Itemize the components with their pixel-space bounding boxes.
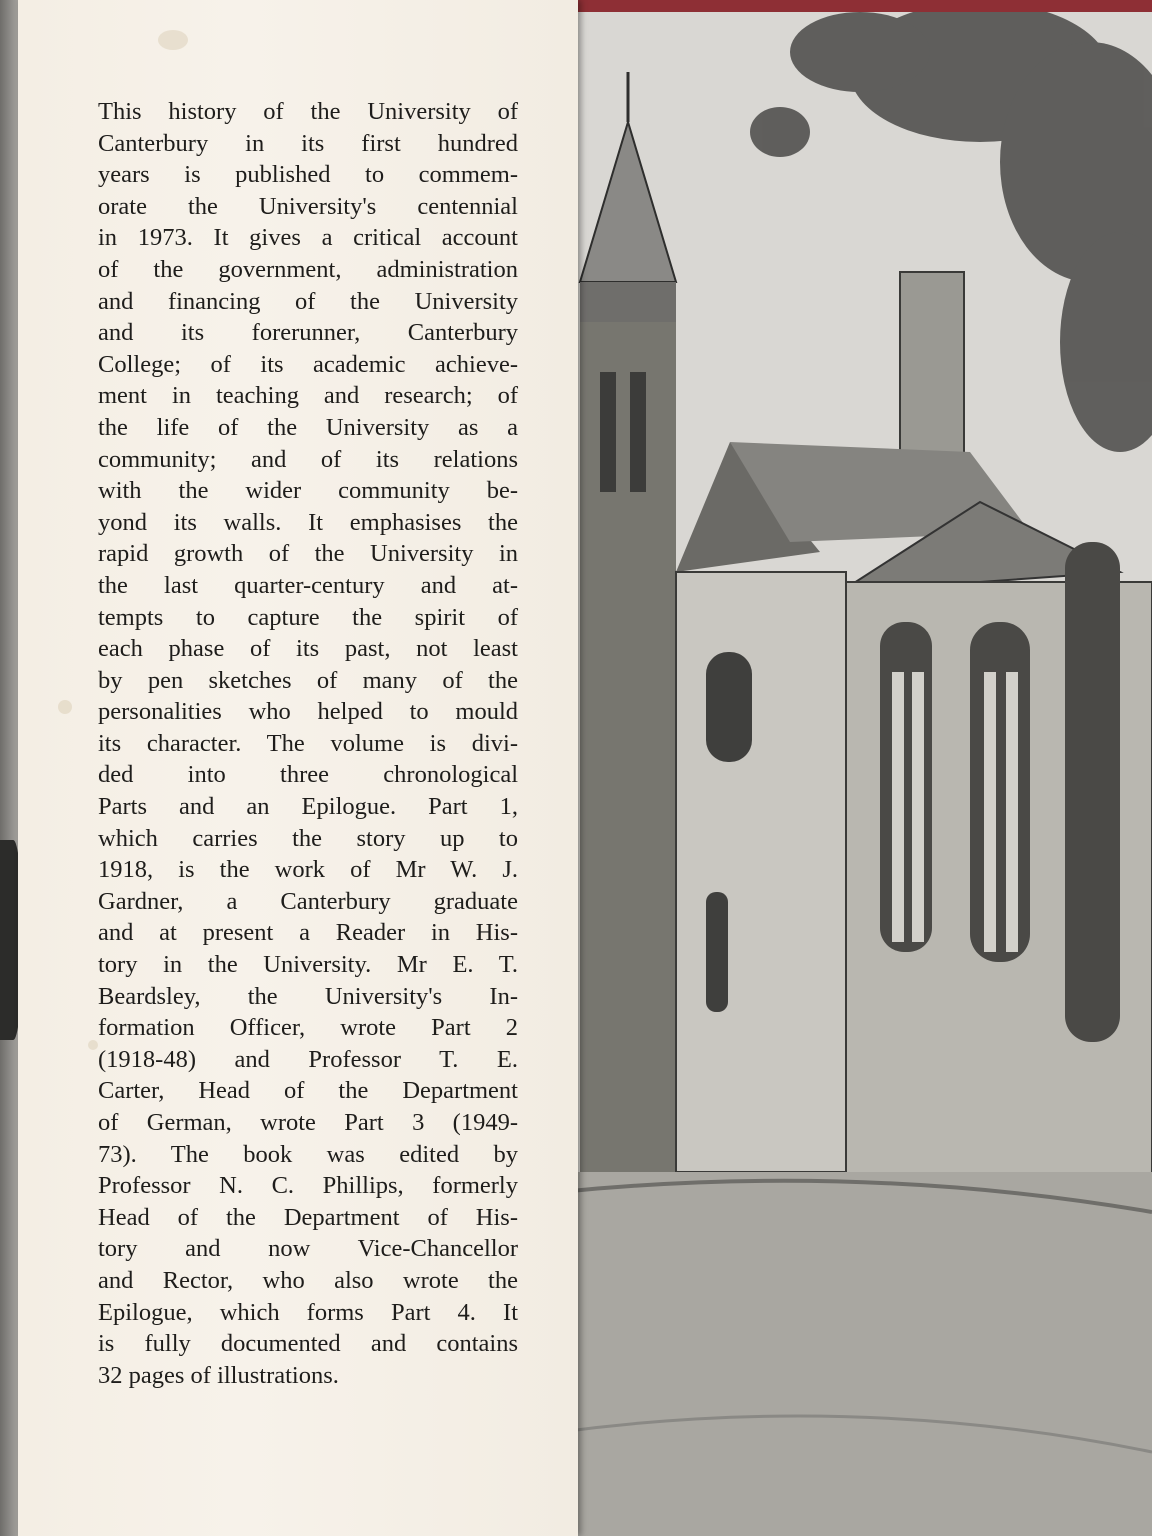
blurb-line: years is published to commem- (98, 161, 518, 189)
blurb-line: Epilogue, which forms Part 4. It (98, 1298, 518, 1326)
blurb-line: 73). The book was edited by (98, 1140, 518, 1168)
blurb-line: tory in the University. Mr E. T. (98, 951, 518, 979)
blurb-line: rapid growth of the University in (98, 540, 518, 568)
blurb-line: and its forerunner, Canterbury (98, 319, 518, 347)
blurb-line: 1918, is the work of Mr W. J. (98, 856, 518, 884)
blurb-line: each phase of its past, not least (98, 635, 518, 663)
blurb-line: with the wider community be- (98, 477, 518, 505)
blurb-line: Head of the Department of His- (98, 1203, 518, 1231)
paper-stain (88, 1040, 98, 1050)
blurb-line: and Rector, who also wrote the (98, 1266, 518, 1294)
building-sketch-svg (560, 12, 1152, 1536)
paper-stain (158, 30, 188, 50)
blurb-line: (1918-48) and Professor T. E. (98, 1045, 518, 1073)
blurb-line: of the government, administration (98, 255, 518, 283)
blurb-line: orate the University's centennial (98, 192, 518, 220)
blurb-line: in 1973. It gives a critical account (98, 224, 518, 252)
blurb-line: Carter, Head of the Department (98, 1077, 518, 1105)
blurb-line: which carries the story up to (98, 824, 518, 852)
blurb-line: by pen sketches of many of the (98, 666, 518, 694)
blurb-line: 32 pages of illustrations. (98, 1361, 339, 1389)
blurb-line: and at present a Reader in His- (98, 919, 518, 947)
blurb-line: community; and of its relations (98, 445, 518, 473)
blurb-line: is fully documented and contains (98, 1330, 518, 1358)
blurb-line: formation Officer, wrote Part 2 (98, 1014, 518, 1042)
blurb-line: Parts and an Epilogue. Part 1, (98, 793, 518, 821)
blurb-line: the life of the University as a (98, 413, 518, 441)
blurb-line: Beardsley, the University's In- (98, 982, 518, 1010)
flap-blurb-text (98, 96, 518, 1391)
blurb-line: tempts to capture the spirit of (98, 603, 518, 631)
blurb-line: of German, wrote Part 3 (1949- (98, 1109, 518, 1136)
blurb-line: yond its walls. It emphasises the (98, 508, 518, 536)
blurb-line: personalities who helped to mould (98, 698, 518, 726)
blurb-line: tory and now Vice-Chancellor (98, 1235, 518, 1263)
blurb-line: College; of its academic achieve- (98, 350, 518, 378)
building-sketch-illustration (560, 12, 1152, 1536)
blurb-line: and financing of the University (98, 287, 518, 315)
blurb-line: Canterbury in its first hundred (98, 129, 518, 157)
blurb-line: the last quarter-century and at- (98, 571, 518, 599)
dust-jacket-flap (18, 0, 578, 1536)
blurb-line: its character. The volume is divi- (98, 729, 518, 757)
paper-stain (58, 700, 72, 714)
blurb-line: This history of the University of (98, 98, 518, 125)
blurb-line: Professor N. C. Phillips, formerly (98, 1172, 518, 1200)
blurb-line: Gardner, a Canterbury graduate (98, 887, 518, 915)
blurb-line: ded into three chronological (98, 761, 518, 789)
blurb-line: ment in teaching and research; of (98, 382, 518, 410)
